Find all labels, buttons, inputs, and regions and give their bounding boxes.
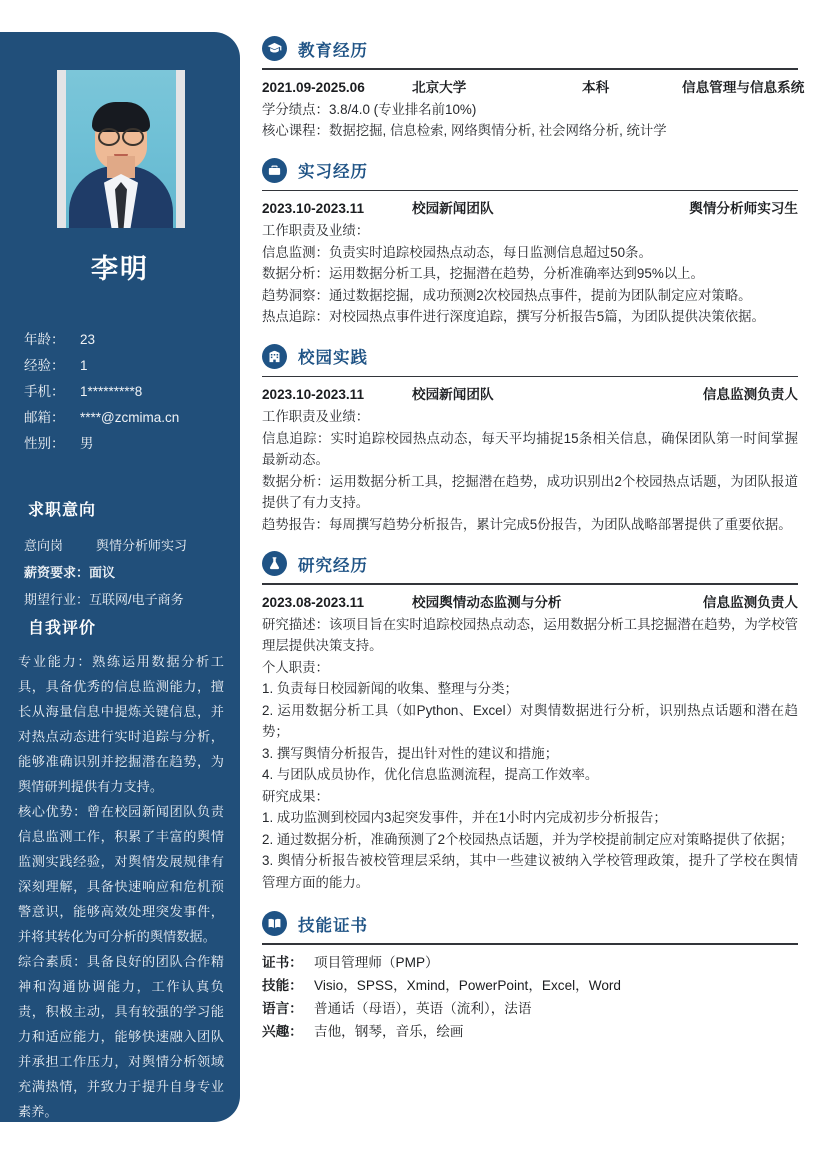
internship-line: 工作职责及业绩： [262, 223, 370, 239]
info-value-phone: 1*********8 [80, 384, 143, 399]
goal-label-position: 意向岗 [24, 538, 64, 553]
sidebar [0, 32, 240, 1122]
education-major: 信息管理与信息系统 [682, 79, 805, 95]
job-objective-heading: 求职意向 [28, 502, 97, 519]
research-details [262, 614, 798, 894]
section-education [262, 36, 805, 142]
skill-value-interests: 吉他，钢琴，音乐，绘画 [314, 1023, 464, 1039]
section-title-skills: 技能证书 [298, 916, 368, 935]
skill-row-skills [262, 974, 798, 997]
research-line: 2. 运用数据分析工具（如Python、Excel）对舆情数据进行分析，识别热点话题和潜在趋势； [262, 702, 798, 740]
glasses-icon [98, 128, 144, 142]
education-date: 2021.09-2025.06 [262, 79, 365, 95]
research-project: 校园舆情动态监测与分析 [412, 594, 562, 610]
info-row-email [24, 405, 224, 431]
research-line: 3. 撰写舆情分析报告，提出针对性的建议和措施； [262, 745, 559, 761]
research-line: 1. 负责每日校园新闻的收集、整理与分类； [262, 681, 518, 697]
info-label-gender: 性别： [24, 436, 65, 451]
info-row-gender [24, 431, 224, 457]
section-internship [262, 158, 798, 328]
research-line: 研究成果： [262, 788, 329, 804]
info-row-age [24, 327, 224, 353]
practice-line: 信息追踪：实时追踪校园热点动态，每天平均捕捉15条相关信息，确保团队第一时间掌握最新动态。 [262, 430, 798, 468]
info-row-experience [24, 353, 224, 379]
self-evaluation-paragraph: 综合素质：具备良好的团队合作精神和沟通协调能力，工作认真负责，积极主动，具有较强的学习能力和适应能力，能够快速融入团队并承担工作压力，对舆情分析领域充满热情，并致力于提升自身专业素养。 [18, 954, 224, 1119]
section-title-education: 教育经历 [298, 41, 368, 60]
internship-org: 校园新闻团队 [412, 201, 494, 217]
education-courses-line: 核心课程：数据挖掘, 信息检索, 网络舆情分析, 社会网络分析, 统计学 [262, 123, 667, 139]
info-label-email: 邮箱： [24, 410, 65, 425]
research-line: 2. 通过数据分析，准确预测了2个校园热点话题，并为学校提前制定应对策略提供了依据； [262, 831, 794, 847]
practice-line: 数据分析：运用数据分析工具，挖掘潜在趋势，成功识别出2个校园热点话题，为团队报道提供了有力支持。 [262, 473, 798, 511]
internship-line: 热点追踪：对校园热点事件进行深度追踪，撰写分析报告5篇，为团队提供决策依据。 [262, 309, 765, 325]
job-objective-list [24, 532, 229, 613]
open-book-icon [262, 911, 287, 936]
research-date: 2023.08-2023.11 [262, 594, 365, 610]
internship-date: 2023.10-2023.11 [262, 201, 365, 217]
section-header-education [262, 36, 798, 68]
candidate-name: 李明 [91, 254, 149, 284]
main-content [262, 36, 805, 1049]
flask-icon [262, 551, 287, 576]
research-line: 4. 与团队成员协作，优化信息监测流程，提高工作效率。 [262, 767, 599, 783]
goal-label-industry: 期望行业： [24, 592, 90, 607]
section-title-campus-practice: 校园实践 [298, 349, 368, 368]
internship-entry-row [262, 197, 798, 217]
skill-value-certificate: 项目管理师（PMP） [314, 954, 439, 970]
education-gpa-line: 学分绩点：3.8/4.0 (专业排名前10%) [262, 101, 477, 117]
section-research [262, 551, 798, 893]
education-degree: 本科 [582, 79, 610, 95]
skill-row-languages [262, 997, 798, 1020]
skills-list [262, 951, 798, 1043]
section-title-research: 研究经历 [298, 556, 368, 575]
info-row-phone [24, 379, 224, 405]
self-evaluation-paragraph: 核心优势：曾在校园新闻团队负责信息监测工作，积累了丰富的舆情监测实践经验，对舆情发展规律有深刻理解，具备快速响应和危机预警意识，能够高效处理突发事件，并将其转化为可分析的舆情数据。 [18, 804, 224, 944]
research-role: 信息监测负责人 [702, 594, 798, 610]
portrait-photo [66, 70, 176, 228]
section-header-skills [262, 911, 798, 943]
goal-row-salary [24, 559, 229, 586]
section-divider [262, 583, 798, 585]
info-value-email: ****@zcmima.cn [80, 410, 180, 425]
skill-value-skills: Visio，SPSS，Xmind，PowerPoint，Excel，Word [314, 977, 621, 993]
self-evaluation-paragraph: 专业能力：熟练运用数据分析工具，具备优秀的信息监测能力，擅长从海量信息中提炼关键信息，并对热点动态进行实时追踪与分析，能够准确识别并挖掘潜在趋势，为舆情研判提供有力支持。 [18, 654, 224, 794]
section-divider [262, 943, 798, 945]
section-title-internship: 实习经历 [298, 163, 368, 182]
section-divider [262, 190, 798, 192]
skill-value-languages: 普通话（母语），英语（流利），法语 [314, 1000, 532, 1016]
info-value-experience: 1 [80, 358, 88, 373]
education-entry-row [262, 76, 805, 96]
internship-role: 舆情分析师实习生 [689, 201, 798, 217]
school-building-icon [262, 344, 287, 369]
section-skills [262, 911, 798, 1043]
info-label-phone: 手机： [24, 384, 65, 399]
goal-label-salary: 薪资要求： [24, 565, 90, 580]
section-divider [262, 376, 798, 378]
internship-details [262, 220, 798, 328]
internship-line: 趋势洞察：通过数据挖掘，成功预测2次校园热点事件，提前为团队制定应对策略。 [262, 287, 752, 303]
self-evaluation-heading: 自我评价 [28, 620, 97, 637]
practice-role: 信息监测负责人 [702, 387, 798, 403]
graduation-cap-icon [262, 36, 287, 61]
info-label-experience: 经验： [24, 358, 65, 373]
briefcase-icon [262, 158, 287, 183]
self-evaluation-body [18, 649, 224, 1124]
skill-label-skills: 技能： [262, 977, 303, 993]
skill-label-interests: 兴趣： [262, 1023, 303, 1039]
section-divider [262, 68, 798, 70]
section-header-research [262, 551, 798, 583]
research-line: 1. 成功监测到校园内3起突发事件，并在1小时内完成初步分析报告； [262, 810, 667, 826]
goal-value-industry: 互联网/电子商务 [89, 592, 184, 607]
research-line: 个人职责： [262, 659, 329, 675]
internship-line: 信息监测：负责实时追踪校园热点动态，每日监测信息超过50条。 [262, 244, 652, 260]
avatar [57, 70, 185, 228]
skill-row-interests [262, 1020, 798, 1043]
practice-date: 2023.10-2023.11 [262, 387, 365, 403]
skill-label-certificate: 证书： [262, 954, 303, 970]
goal-row-position [24, 532, 229, 559]
section-header-internship [262, 158, 798, 190]
section-header-campus-practice [262, 344, 798, 376]
practice-org: 校园新闻团队 [412, 387, 494, 403]
practice-details [262, 406, 798, 535]
goal-value-position: 舆情分析师实习 [96, 538, 188, 553]
practice-line: 趋势报告：每周撰写趋势分析报告，累计完成5份报告，为团队战略部署提供了重要依据。 [262, 516, 792, 532]
practice-entry-row [262, 383, 798, 403]
education-details [262, 99, 798, 142]
section-campus-practice [262, 344, 798, 536]
practice-line: 工作职责及业绩： [262, 409, 370, 425]
research-line: 3. 舆情分析报告被校管理层采纳，其中一些建议被纳入学校管理政策，提升了学校在舆情管理方面的能力。 [262, 853, 798, 890]
info-label-age: 年龄： [24, 332, 65, 347]
internship-line: 数据分析：运用数据分析工具，挖掘潜在趋势，分析准确率达到95%以上。 [262, 266, 704, 282]
info-value-age: 23 [80, 332, 96, 347]
goal-row-industry [24, 586, 229, 613]
research-entry-row [262, 591, 798, 611]
skill-row-certificate [262, 951, 798, 974]
goal-value-salary: 面议 [89, 565, 116, 580]
research-line: 研究描述：该项目旨在实时追踪校园热点动态，运用数据分析工具挖掘潜在趋势，为学校管理层提供决策支持。 [262, 616, 798, 654]
info-value-gender: 男 [80, 436, 94, 451]
education-school: 北京大学 [412, 79, 467, 95]
skill-label-languages: 语言： [262, 1000, 303, 1016]
contact-info-list [24, 327, 224, 457]
